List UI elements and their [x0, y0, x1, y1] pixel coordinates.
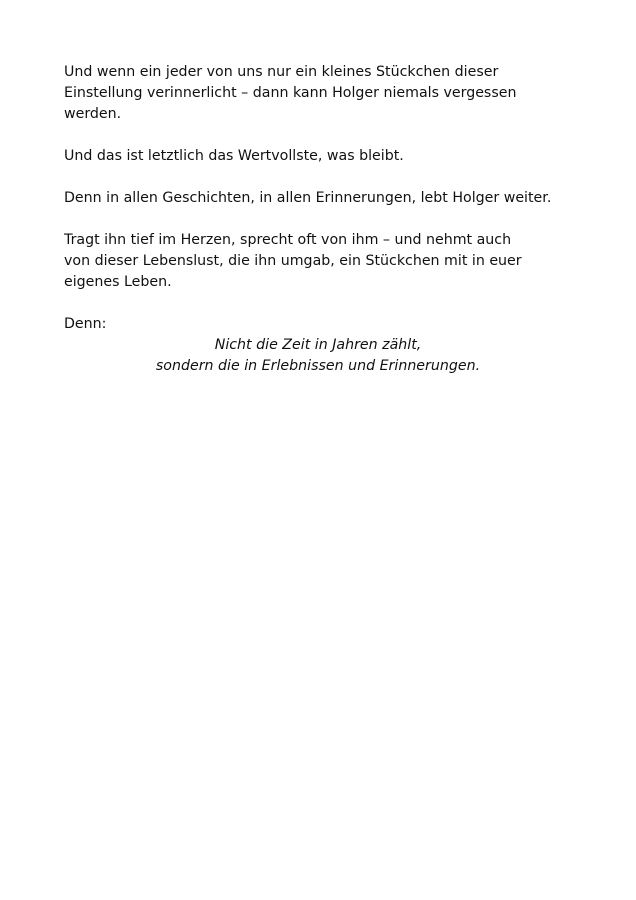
paragraph-line: Einstellung verinnerlicht – dann kann Holger niemals vergessen: [64, 85, 517, 101]
paragraph-line: Und das ist letztlich das Wertvollste, was bleibt.: [64, 148, 404, 164]
paragraph-line: werden.: [64, 106, 122, 122]
quote-line: Nicht die Zeit in Jahren zählt,: [214, 337, 422, 353]
paragraph-line: von dieser Lebenslust, die ihn umgab, ein Stückchen mit in euer: [64, 253, 522, 269]
quote-line: sondern die in Erlebnissen und Erinnerungen.: [155, 358, 481, 374]
paragraph-line: Und wenn ein jeder von uns nur ein kleines Stückchen dieser: [64, 64, 499, 80]
paragraph-1: [64, 62, 584, 125]
paragraph-3: [64, 188, 584, 209]
document-body: [64, 62, 584, 377]
lead-in: Denn:: [64, 316, 107, 332]
paragraph-2: [64, 146, 584, 167]
paragraph-line: eigenes Leben.: [64, 274, 172, 290]
paragraph-line: Denn in allen Geschichten, in allen Erinnerungen, lebt Holger weiter.: [64, 190, 552, 206]
closing-quote: [64, 335, 572, 377]
paragraph-line: Tragt ihn tief im Herzen, sprecht oft von ihm – und nehmt auch: [64, 232, 512, 248]
paragraph-4: [64, 230, 584, 293]
